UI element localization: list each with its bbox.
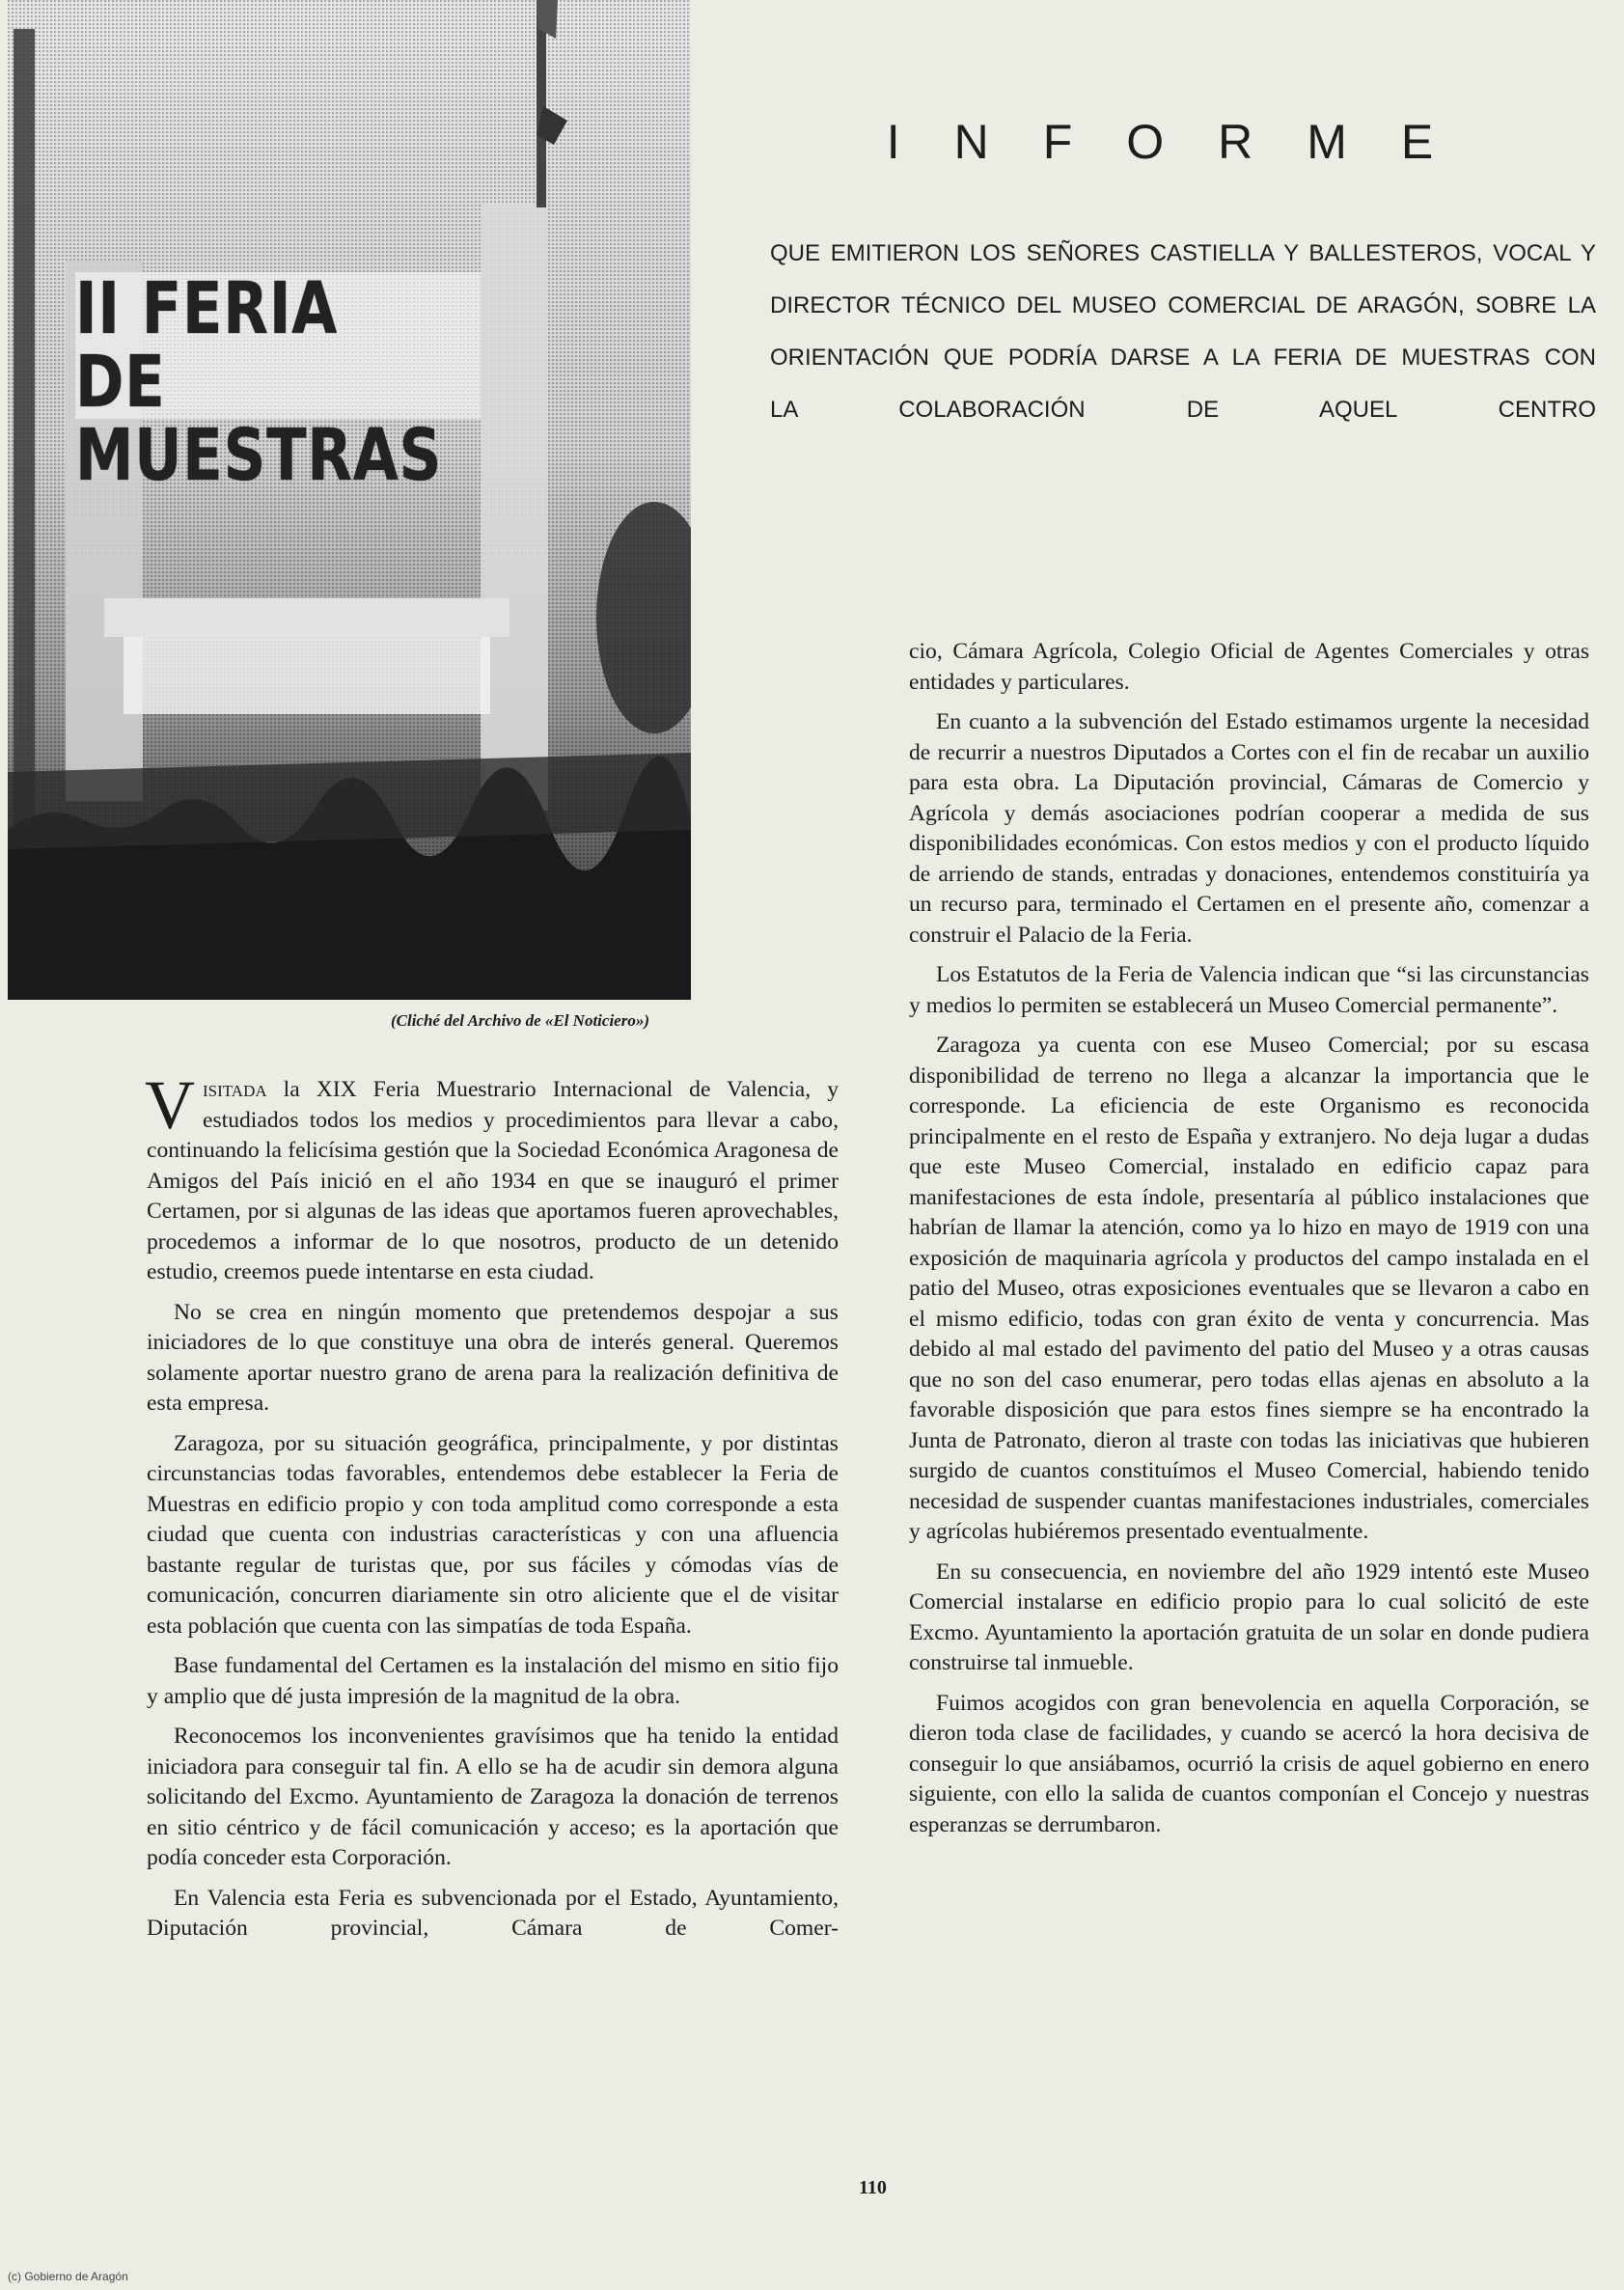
right-paragraph-6: Fuimos acogidos con gran benevolencia en aquella Corporación, se dieron toda clase de facilidades, y cuando se acercó la hora decisiva de conseguir lo que ansiábamos, ocurrió la crisis de aquel gobierno en enero siguiente, con ello la salida de cuantos componían el Concejo y nuestras esperanzas se derrumbaron. bbox=[909, 1690, 1589, 1837]
right-paragraph-2: En cuanto a la subvención del Estado estimamos urgente la necesidad de recurrir a nuestros Diputados a Cortes con el fin de recabar un auxilio para esta obra. La Diputación provincial, Cámaras de Comercio y Agrícola y demás asociaciones podrían cooperar a medida de sus disponibilidades económicas. Con estos medios y con el producto líquido de arriendo de stands, entradas y donaciones, entendemos constituiría ya un recurso para, terminado el Certamen en el presente año, comenzar a construir el Palacio de la Feria. bbox=[909, 709, 1589, 948]
left-paragraph-5: Reconocemos los inconvenientes gravísimos que ha tenido la entidad iniciadora para conseguir tal fin. A ello se ha de acudir sin demora alguna solicitando del Excmo. Ayuntamiento de Zaragoza la donación de terrenos en sitio céntrico y de fácil comunicación y acceso; es la aportación que podía conceder esta Corporación. bbox=[147, 1724, 839, 1870]
left-paragraph-4: Base fundamental del Certamen es la instalación del mismo en sitio fijo y amplio que dé justa impresión de la magnitud de la obra. bbox=[147, 1653, 839, 1709]
photo-scene bbox=[8, 0, 691, 1000]
feria-photograph bbox=[8, 0, 691, 1000]
article-title: INFORME bbox=[886, 115, 1488, 169]
photo-sign-text bbox=[75, 267, 443, 497]
sign-line-2: MUESTRAS bbox=[75, 414, 443, 497]
page-number: 110 bbox=[859, 2177, 887, 2198]
left-paragraph-1-text: la XIX Feria Muestrario Internacional de Valencia, y estudiados todos los medios y procedimientos para llevar a cabo, continuando la felicísima gestión que la Sociedad Económica Aragonesa de Amigos del País inició en el año 1934 en que se inauguró el primer Certamen, por si algunas de las ideas que aportamos fueren aprovechables, procedemos a informar de lo que nosotros, producto de un detenido estudio, creemos puede intentarse en esta ciudad. bbox=[147, 1077, 839, 1284]
right-paragraph-4: Zaragoza ya cuenta con ese Museo Comercial; por su escasa disponibilidad de terreno no llega a alcanzar la importancia que le corresponde. La eficiencia de este Organismo es reconocida principalmente en el resto de España y extranjero. No deja lugar a dudas que este Museo Comercial, instalado en edificio capaz para manifestaciones de esta índole, presentaría al público instalaciones que habrían de llamar la atención, como ya lo hizo en mayo de 1919 con una exposición de maquinaria agrícola y productos del campo instalada en el patio del Museo, otras exposiciones eventuales que se llevaron a cabo en el mismo edificio, todas con gran éxito de venta y concurrencia. Mas debido al mal estado del pavimento del patio del Museo y a otras causas que no son del caso enumerar, pero todas ellas ajenas en absoluto a la favorable disposición que para estos fines siempre se ha encontrado la Junta de Patronato, dieron al traste con todas las iniciativas que hubieren surgido de cuantos constituímos el Museo Comercial, habiendo tenido necesidad de suspender cuantas manifestaciones industriales, comerciales y agrícolas hubiéremos presentado eventualmente. bbox=[909, 1033, 1589, 1544]
first-word: isitada bbox=[203, 1077, 267, 1102]
right-column bbox=[909, 637, 1589, 1850]
left-paragraph-1 bbox=[145, 1066, 839, 1288]
left-paragraph-6: En Valencia esta Feria es subvencionada por el Estado, Ayuntamiento, Diputación provincial, Cámara de Comer- bbox=[147, 1885, 839, 1941]
right-paragraph-3: Los Estatutos de la Feria de Valencia indican que “si las circunstancias y medios lo permiten se establecerá un Museo Comercial permanente”. bbox=[909, 962, 1589, 1018]
photo-caption: (Cliché del Archivo de «El Noticiero») bbox=[390, 1011, 649, 1030]
sign-line-1: II FERIA DE bbox=[75, 267, 339, 424]
right-paragraph-5: En su consecuencia, en noviembre del año 1929 intentó este Museo Comercial instalarse en edificio propio para lo cual solicitó de este Excmo. Ayuntamiento la aportación gratuita de un solar en donde pudiera construirse tal inmueble. bbox=[909, 1559, 1589, 1675]
right-paragraph-1: cio, Cámara Agrícola, Colegio Oficial de Agentes Comerciales y otras entidades y particulares. bbox=[909, 639, 1589, 695]
copyright-notice: (c) Gobierno de Aragón bbox=[8, 2270, 128, 2283]
left-column bbox=[145, 1066, 839, 1954]
drop-cap: V bbox=[145, 1066, 195, 1144]
left-paragraph-3: Zaragoza, por su situación geográfica, principalmente, y por distintas circunstancias todas favorables, entendemos debe establecer la Feria de Muestras en edificio propio y con toda amplitud como corresponde a esta ciudad que cuenta con industrias características y con una afluencia bastante regular de turistas que, por sus fáciles y cómodas vías de comunicación, concurren diariamente sin otro aliciente que el de visitar esta población que cuenta con las simpatías de toda España. bbox=[147, 1430, 839, 1639]
left-paragraph-2: No se crea en ningún momento que pretendemos despojar a sus iniciadores de lo que constituye una obra de interés general. Queremos solamente aportar nuestro grano de arena para la realización definitiva de esta empresa. bbox=[147, 1299, 839, 1416]
article-subtitle: QUE EMITIERON LOS SEÑORES CASTIELLA Y BALLESTEROS, VOCAL Y DIRECTOR TÉCNICO DEL MUSEO COMERCIAL DE ARAGÓN, SOBRE LA ORIENTACIÓN QUE PODRÍA DARSE A LA FERIA DE MUESTRAS CON LA COLABORACIÓN DE AQUEL CENTRO bbox=[770, 240, 1596, 423]
